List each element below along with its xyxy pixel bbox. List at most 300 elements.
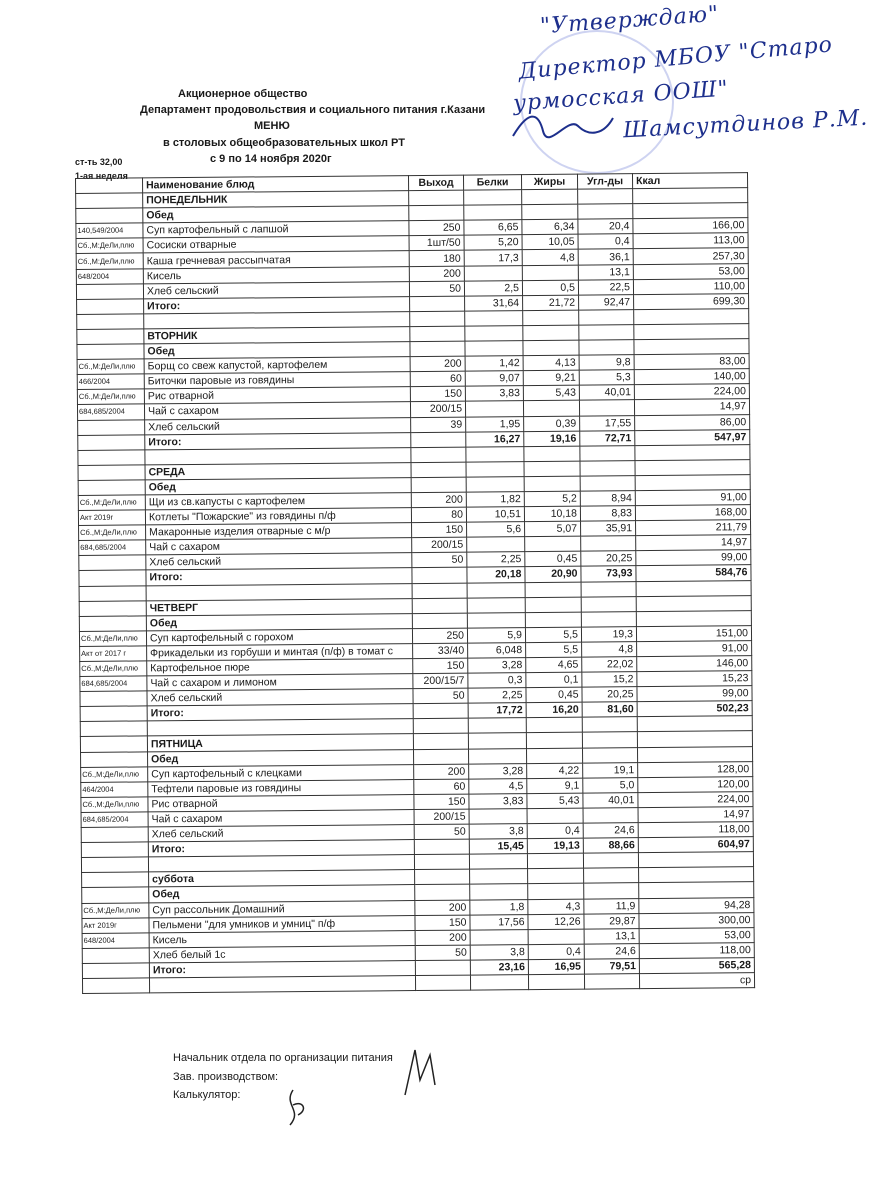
value-cell-f — [524, 446, 580, 462]
value-cell-f — [525, 597, 581, 613]
recipe-code-cell — [79, 585, 146, 601]
dish-name-cell: Обед — [146, 613, 412, 630]
value-cell-p: 3,83 — [465, 386, 523, 402]
dish-name-cell: Котлеты "Пожарские" из говядины п/ф — [145, 508, 411, 525]
value-cell-c: 40,01 — [583, 792, 638, 808]
value-cell-k: 53,00 — [633, 263, 748, 279]
dish-name-cell: ПЯТНИЦА — [147, 734, 413, 751]
value-cell-p — [466, 461, 524, 477]
dish-name-cell: Биточки паровые из говядины — [144, 372, 410, 389]
dish-name-cell: Итого: — [148, 840, 414, 857]
value-cell-c: 73,93 — [581, 566, 636, 582]
value-cell-k — [633, 188, 748, 204]
value-cell-p: 5,20 — [464, 235, 522, 251]
value-cell-f — [526, 748, 582, 764]
value-cell-c: 4,8 — [582, 642, 637, 658]
value-cell-c: 19,1 — [583, 762, 638, 778]
dish-name-cell: Картофельное пюре — [147, 659, 413, 676]
value-cell-out: 200/15 — [410, 402, 465, 418]
recipe-code-cell — [81, 842, 148, 858]
dish-name-cell: Хлеб сельский — [145, 417, 411, 434]
value-cell-p — [467, 597, 525, 613]
value-cell-c — [578, 204, 633, 220]
dish-name-cell: Макаронные изделия отварные с м/р — [146, 523, 412, 540]
value-cell-out — [415, 884, 470, 900]
dish-name-cell: Кисель — [149, 930, 415, 947]
value-cell-k: 604,97 — [638, 837, 753, 853]
value-cell-out: 39 — [411, 417, 466, 433]
recipe-code-cell: 466/2004 — [77, 374, 144, 390]
value-cell-k: 86,00 — [635, 414, 750, 430]
dish-name-cell: Обед — [149, 885, 415, 902]
value-cell-f: 9,21 — [523, 370, 579, 386]
value-cell-c: 36,1 — [578, 249, 633, 265]
value-cell-p: 1,8 — [470, 899, 528, 915]
recipe-code-cell: Сб.,М:ДеЛи,плю — [82, 902, 149, 918]
value-cell-p: 2,25 — [467, 552, 525, 568]
department-name: Департамент продовольствия и социального питания г.Казани — [140, 104, 486, 116]
approval-line-4: Шамсутдинов Р.М. — [622, 105, 869, 144]
value-cell-k: 113,00 — [633, 233, 748, 249]
value-cell-c: 17,55 — [580, 415, 635, 431]
value-cell-f — [528, 868, 584, 884]
dish-name-cell: Фрикадельки из горбуши и минтая (п/ф) в томат с — [147, 643, 413, 660]
dish-name-cell: Обед — [145, 477, 411, 494]
value-cell-p — [468, 748, 526, 764]
value-cell-p: 2,25 — [468, 688, 526, 704]
column-header: Выход — [408, 175, 463, 191]
value-cell-c: 0,4 — [578, 234, 633, 250]
recipe-code-cell — [82, 887, 149, 903]
dish-name-cell: Обед — [148, 749, 414, 766]
value-cell-k — [639, 882, 754, 898]
value-cell-out: 200/15/7 — [413, 673, 468, 689]
value-cell-out — [414, 854, 469, 870]
value-cell-p — [465, 341, 523, 357]
head-signature-icon — [395, 1040, 445, 1100]
dish-name-cell: Чай с сахаром — [148, 810, 414, 827]
dish-name-cell: Суп картофельный с горохом — [146, 628, 412, 645]
value-cell-k: 547,97 — [635, 429, 750, 445]
value-cell-p — [468, 733, 526, 749]
recipe-code-cell: Сб.,М:ДеЛи,плю — [77, 389, 144, 405]
value-cell-out: 200/15 — [412, 537, 467, 553]
recipe-code-cell: Сб.,М:ДеЛи,плю — [79, 525, 146, 541]
value-cell-f — [525, 612, 581, 628]
dish-name-cell: Хлеб сельский — [147, 689, 413, 706]
value-cell-k — [634, 339, 749, 355]
dish-name-cell: Пельмени "для умников и умниц" п/ф — [149, 915, 415, 932]
value-cell-p — [467, 612, 525, 628]
value-cell-f: 5,5 — [526, 642, 582, 658]
value-cell-f: 0,45 — [525, 551, 581, 567]
value-cell-c — [579, 400, 634, 416]
value-cell-p — [467, 582, 525, 598]
value-cell-k: 120,00 — [638, 776, 753, 792]
value-cell-out — [411, 447, 466, 463]
value-cell-c — [578, 189, 633, 205]
value-cell-c — [580, 475, 635, 491]
recipe-code-cell — [81, 857, 148, 873]
value-cell-k: 14,97 — [638, 807, 753, 823]
recipe-code-cell: Сб.,М:ДеЛи,плю — [81, 767, 148, 783]
recipe-code-cell: Сб.,М:ДеЛи,плю — [79, 631, 146, 647]
value-cell-out: 180 — [409, 251, 464, 267]
dish-name-cell: Итого: — [144, 296, 410, 313]
recipe-code-cell — [76, 208, 143, 224]
value-cell-k: 146,00 — [637, 656, 752, 672]
dish-name-cell: Итого: — [146, 568, 412, 585]
value-cell-k — [635, 474, 750, 490]
value-cell-out: 80 — [411, 507, 466, 523]
value-cell-p — [464, 265, 522, 281]
value-cell-k — [637, 746, 752, 762]
value-cell-p — [470, 975, 528, 991]
recipe-code-cell: 684,685/2004 — [80, 676, 147, 692]
dish-name-cell: Обед — [143, 206, 409, 223]
value-cell-c: 11,9 — [584, 898, 639, 914]
value-cell-f: 0,1 — [526, 672, 582, 688]
value-cell-f: 19,16 — [524, 431, 580, 447]
value-cell-k: 14,97 — [636, 535, 751, 551]
recipe-code-cell: 140,549/2004 — [76, 223, 143, 239]
value-cell-out: 200 — [414, 764, 469, 780]
value-cell-k: 699,30 — [634, 293, 749, 309]
value-cell-c — [579, 340, 634, 356]
dish-name-cell: Борщ со свеж капустой, картофелем — [144, 357, 410, 374]
value-cell-f: 19,13 — [527, 838, 583, 854]
value-cell-c — [581, 536, 636, 552]
value-cell-out — [413, 734, 468, 750]
value-cell-c: 72,71 — [580, 430, 635, 446]
value-cell-p — [470, 929, 528, 945]
value-cell-out: 150 — [410, 386, 465, 402]
value-cell-out — [412, 583, 467, 599]
recipe-code-cell — [78, 434, 145, 450]
value-cell-p: 6,048 — [468, 642, 526, 658]
value-cell-c — [583, 808, 638, 824]
recipe-code-cell — [82, 872, 149, 888]
column-header: Белки — [463, 175, 521, 191]
dish-name-cell: суббота — [149, 870, 415, 887]
dish-name-cell — [149, 976, 415, 993]
value-cell-k: 99,00 — [637, 686, 752, 702]
week-label: 1-ая неделя — [75, 171, 128, 181]
value-cell-f: 4,65 — [526, 657, 582, 673]
value-cell-out: 250 — [409, 220, 464, 236]
recipe-code-cell — [77, 329, 144, 345]
value-cell-p — [468, 718, 526, 734]
dish-name-cell: Сосиски отварные — [143, 236, 409, 253]
value-cell-f: 5,2 — [524, 491, 580, 507]
value-cell-c — [580, 460, 635, 476]
value-cell-p: 31,64 — [465, 295, 523, 311]
value-cell-out — [414, 839, 469, 855]
value-cell-f — [526, 717, 582, 733]
value-cell-k: 99,00 — [636, 550, 751, 566]
value-cell-k: 224,00 — [638, 791, 753, 807]
value-cell-p — [467, 537, 525, 553]
value-cell-out — [412, 613, 467, 629]
value-cell-out: 200 — [411, 492, 466, 508]
recipe-code-cell — [76, 193, 143, 209]
value-cell-out — [410, 311, 465, 327]
value-cell-c: 92,47 — [579, 294, 634, 310]
value-cell-out: 200 — [409, 266, 464, 282]
value-cell-out — [410, 296, 465, 312]
value-cell-f: 5,43 — [523, 385, 579, 401]
value-cell-c — [584, 868, 639, 884]
value-cell-k: 224,00 — [634, 384, 749, 400]
dish-name-cell: ЧЕТВЕРГ — [146, 598, 412, 615]
value-cell-k — [639, 867, 754, 883]
dish-name-cell: Кисель — [143, 266, 409, 283]
value-cell-p: 4,5 — [469, 778, 527, 794]
value-cell-f — [523, 310, 579, 326]
value-cell-out: 50 — [415, 945, 470, 961]
recipe-code-cell: Сб.,М:ДеЛи,плю — [81, 797, 148, 813]
dish-name-cell: Суп картофельный с лапшой — [143, 221, 409, 238]
column-header: Ккал — [632, 173, 747, 189]
value-cell-f: 4,3 — [528, 899, 584, 915]
value-cell-out: 150 — [414, 794, 469, 810]
value-cell-k: 502,23 — [637, 701, 752, 717]
value-cell-k: 151,00 — [636, 625, 751, 641]
value-cell-k — [636, 595, 751, 611]
value-cell-p — [464, 190, 522, 206]
value-cell-c — [582, 732, 637, 748]
value-cell-c: 22,5 — [578, 279, 633, 295]
value-cell-out: 50 — [413, 688, 468, 704]
column-header: Наименование блюд — [143, 176, 409, 193]
value-cell-c — [580, 445, 635, 461]
recipe-code-cell — [80, 691, 147, 707]
value-cell-f: 5,07 — [525, 521, 581, 537]
value-cell-out — [415, 869, 470, 885]
value-cell-k: 53,00 — [639, 927, 754, 943]
dish-name-cell: Чай с сахаром и лимоном — [147, 674, 413, 691]
value-cell-c: 22,02 — [582, 657, 637, 673]
value-cell-c: 5,0 — [583, 777, 638, 793]
value-cell-out — [410, 341, 465, 357]
value-cell-c: 88,66 — [583, 838, 638, 854]
value-cell-f: 21,72 — [523, 295, 579, 311]
value-cell-k: ср — [639, 973, 754, 989]
value-cell-c: 8,94 — [580, 491, 635, 507]
schools-line: в столовых общеобразовательных школ РТ — [163, 137, 405, 149]
value-cell-k — [638, 852, 753, 868]
value-cell-f — [527, 808, 583, 824]
value-cell-c: 8,83 — [580, 506, 635, 522]
value-cell-out: 60 — [410, 371, 465, 387]
value-cell-k: 110,00 — [633, 278, 748, 294]
dish-name-cell: Рис отварной — [144, 387, 410, 404]
value-cell-c — [584, 974, 639, 990]
value-cell-out: 50 — [409, 281, 464, 297]
approval-line-1: "Утверждаю" — [539, 1, 720, 40]
recipe-code-cell: 648/2004 — [76, 268, 143, 284]
column-header: Жиры — [521, 174, 577, 190]
recipe-code-cell — [82, 978, 149, 994]
value-cell-f — [523, 401, 579, 417]
value-cell-out: 200 — [410, 356, 465, 372]
recipe-code-cell — [77, 299, 144, 315]
value-cell-k: 91,00 — [637, 641, 752, 657]
recipe-code-cell: Акт 2019г — [82, 917, 149, 933]
value-cell-k — [635, 459, 750, 475]
value-cell-p: 2,5 — [464, 280, 522, 296]
value-cell-k — [636, 610, 751, 626]
value-cell-f — [522, 265, 578, 281]
value-cell-c — [584, 883, 639, 899]
calculator-signature-label: Калькулятор: — [173, 1089, 241, 1101]
value-cell-f — [523, 340, 579, 356]
company-name: Акционерное общество — [178, 88, 308, 100]
value-cell-c: 20,25 — [581, 551, 636, 567]
value-cell-out: 250 — [412, 628, 467, 644]
value-cell-out — [413, 718, 468, 734]
recipe-code-cell — [78, 450, 145, 466]
value-cell-k: 565,28 — [639, 957, 754, 973]
value-cell-out — [411, 432, 466, 448]
dish-name-cell: Итого: — [149, 960, 415, 977]
production-signature-label: Зав. производством: — [173, 1071, 279, 1083]
value-cell-p: 17,56 — [470, 914, 528, 930]
head-signature-label: Начальник отдела по организации питания — [173, 1052, 393, 1064]
recipe-code-cell — [80, 721, 147, 737]
value-cell-k: 128,00 — [638, 761, 753, 777]
value-cell-k: 166,00 — [633, 218, 748, 234]
value-cell-p — [466, 476, 524, 492]
value-cell-f: 5,43 — [527, 793, 583, 809]
dish-name-cell: Суп рассольник Домашний — [149, 900, 415, 917]
value-cell-p: 6,65 — [464, 220, 522, 236]
value-cell-f: 0,39 — [524, 416, 580, 432]
value-cell-f: 9,1 — [527, 778, 583, 794]
value-cell-p — [465, 326, 523, 342]
value-cell-p — [465, 401, 523, 417]
value-cell-c: 13,1 — [584, 928, 639, 944]
column-header: Угл-ды — [577, 174, 632, 190]
value-cell-p: 3,28 — [468, 658, 526, 674]
approval-line-3: урмосская ООШ" — [512, 76, 730, 117]
value-cell-out — [411, 462, 466, 478]
recipe-code-cell: Сб.,М:ДеЛи,плю — [77, 359, 144, 375]
value-cell-p: 0,3 — [468, 673, 526, 689]
value-cell-k — [633, 203, 748, 219]
recipe-code-cell: Акт 2019г — [78, 510, 145, 526]
recipe-code-cell — [82, 963, 149, 979]
value-cell-k: 211,79 — [636, 520, 751, 536]
value-cell-p — [470, 884, 528, 900]
value-cell-c: 35,91 — [581, 521, 636, 537]
value-cell-c: 81,60 — [582, 702, 637, 718]
value-cell-out — [411, 477, 466, 493]
value-cell-c: 24,6 — [584, 943, 639, 959]
recipe-code-cell: 684,685/2004 — [79, 540, 146, 556]
recipe-code-cell: Сб.,М:ДеЛи,плю — [76, 238, 143, 254]
recipe-code-cell — [78, 480, 145, 496]
dish-name-cell: СРЕДА — [145, 462, 411, 479]
value-cell-p — [465, 310, 523, 326]
value-cell-k — [636, 580, 751, 596]
recipe-code-cell: 648/2004 — [82, 933, 149, 949]
recipe-code-cell — [80, 736, 147, 752]
recipe-code-cell — [80, 706, 147, 722]
value-cell-f — [522, 204, 578, 220]
value-cell-c — [581, 611, 636, 627]
value-cell-p: 17,3 — [464, 250, 522, 266]
value-cell-p: 9,07 — [465, 371, 523, 387]
value-cell-k — [634, 308, 749, 324]
value-cell-c: 13,1 — [578, 264, 633, 280]
value-cell-p: 16,27 — [466, 431, 524, 447]
value-cell-f: 4,13 — [523, 355, 579, 371]
dish-name-cell: Рис отварной — [148, 794, 414, 811]
recipe-code-cell — [76, 284, 143, 300]
value-cell-out — [413, 749, 468, 765]
value-cell-c: 29,87 — [584, 913, 639, 929]
approval-line-2: Директор МБОУ "Старо — [517, 32, 834, 85]
value-cell-out: 33/40 — [413, 643, 468, 659]
value-cell-k: 94,28 — [639, 897, 754, 913]
value-cell-p — [464, 205, 522, 221]
recipe-code-cell: Сб.,М:ДеЛи,плю — [78, 495, 145, 511]
value-cell-out — [409, 190, 464, 206]
value-cell-p — [469, 809, 527, 825]
recipe-code-cell — [82, 948, 149, 964]
value-cell-f: 5,5 — [525, 627, 581, 643]
dish-name-cell: Хлеб белый 1с — [149, 945, 415, 962]
value-cell-c: 40,01 — [579, 385, 634, 401]
value-cell-out: 200 — [415, 930, 470, 946]
value-cell-out — [412, 568, 467, 584]
value-cell-p: 23,16 — [470, 959, 528, 975]
value-cell-out: 150 — [413, 658, 468, 674]
value-cell-k: 140,00 — [634, 369, 749, 385]
dish-name-cell: Тефтели паровые из говядины — [148, 779, 414, 796]
value-cell-out — [410, 326, 465, 342]
value-cell-c: 19,3 — [581, 626, 636, 642]
recipe-code-cell: Сб.,М:ДеЛи,плю — [76, 253, 143, 269]
value-cell-f — [528, 883, 584, 899]
value-cell-out: 1шт/50 — [409, 235, 464, 251]
value-cell-f — [525, 582, 581, 598]
value-cell-f: 0,4 — [528, 944, 584, 960]
dish-name-cell: Суп картофельный с клецками — [148, 764, 414, 781]
recipe-code-cell — [79, 601, 146, 617]
value-cell-c — [583, 853, 638, 869]
value-cell-c: 9,8 — [579, 355, 634, 371]
approval-block — [508, 1, 869, 156]
value-cell-f: 4,8 — [522, 250, 578, 266]
recipe-code-cell: 684,685/2004 — [77, 404, 144, 420]
value-cell-p: 10,51 — [466, 507, 524, 523]
value-cell-k: 118,00 — [638, 822, 753, 838]
recipe-code-cell — [79, 570, 146, 586]
value-cell-k: 118,00 — [639, 942, 754, 958]
calculator-signature-icon — [278, 1085, 318, 1130]
value-cell-p: 3,8 — [469, 824, 527, 840]
dish-name-cell: ВТОРНИК — [144, 327, 410, 344]
value-cell-k — [635, 444, 750, 460]
value-cell-f — [524, 461, 580, 477]
value-cell-f — [528, 974, 584, 990]
value-cell-k: 15,23 — [637, 671, 752, 687]
value-cell-c — [582, 717, 637, 733]
value-cell-f: 0,45 — [526, 687, 582, 703]
period-line: с 9 по 14 ноября 2020г — [210, 153, 332, 165]
